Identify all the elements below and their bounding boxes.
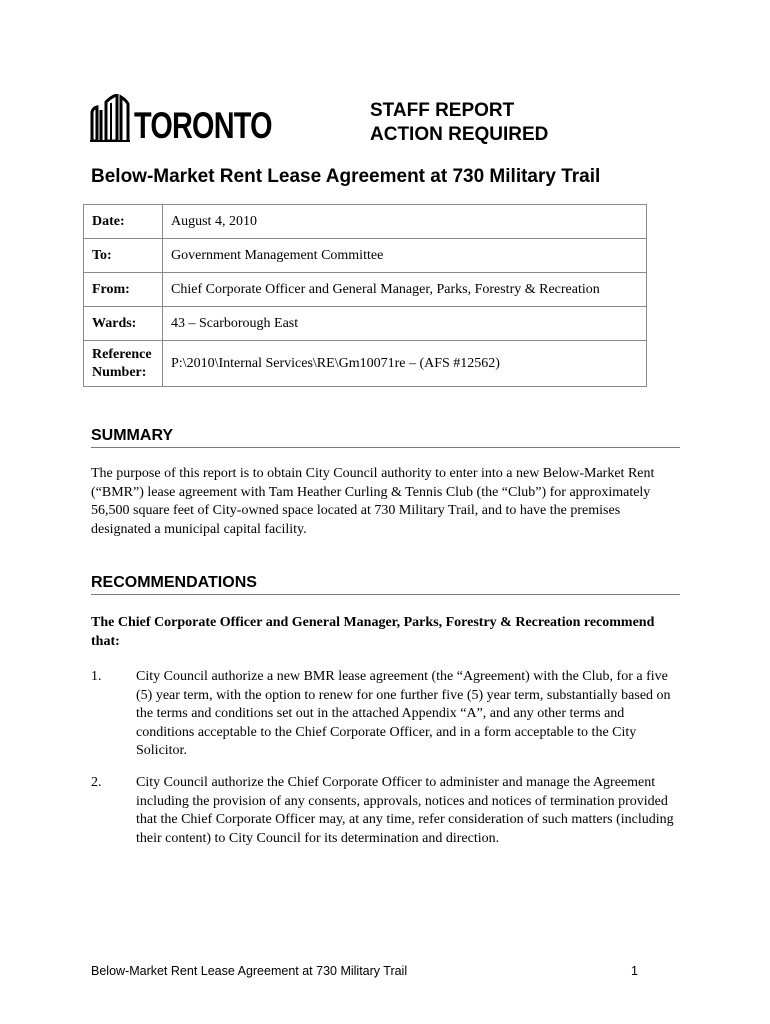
recommendation-item xyxy=(91,774,683,848)
meta-label: Wards: xyxy=(84,307,163,341)
footer-title: Below-Market Rent Lease Agreement at 730 Military Trail xyxy=(91,964,408,978)
meta-label: From: xyxy=(84,273,163,307)
document-title: Below-Market Rent Lease Agreement at 730 Military Trail xyxy=(91,166,601,187)
meta-value: Chief Corporate Officer and General Manager, Parks, Forestry & Recreation xyxy=(163,273,647,307)
recommendation-number: 1. xyxy=(91,669,102,684)
recommendation-item xyxy=(91,668,683,761)
page-footer xyxy=(91,964,638,978)
meta-row-date xyxy=(84,205,647,239)
logo-wordmark: TORONTO xyxy=(134,105,272,146)
meta-value: August 4, 2010 xyxy=(163,205,647,239)
toronto-logo xyxy=(90,94,311,146)
meta-value: 43 – Scarborough East xyxy=(163,307,647,341)
report-type-line2: ACTION REQUIRED xyxy=(370,124,549,145)
summary-heading: SUMMARY xyxy=(91,426,680,448)
meta-row-reference xyxy=(84,341,647,387)
recommendation-text: City Council authorize the Chief Corporate Officer to administer and manage the Agreement including the provision of any consents, approvals, notices and notices of termination provided that the Chief Corporate Officer may, at any time, refer consideration of such matters (including their content) to City Council for its determination and direction. xyxy=(136,775,674,846)
meta-label xyxy=(84,341,163,387)
meta-label: Date: xyxy=(84,205,163,239)
recommendations-intro: The Chief Corporate Officer and General Manager, Parks, Forestry & Recreation recommend that: xyxy=(91,615,655,649)
meta-label-line1: Reference xyxy=(92,346,152,362)
meta-value: P:\2010\Internal Services\RE\Gm10071re – (AFS #12562) xyxy=(163,341,647,387)
recommendations-heading: RECOMMENDATIONS xyxy=(91,573,680,595)
page-number: 1 xyxy=(631,964,638,978)
recommendation-number: 2. xyxy=(91,775,102,790)
summary-text: The purpose of this report is to obtain City Council authority to enter into a new Below-Market Rent (“BMR”) lease agreement with Tam Heather Curling & Tennis Club (the “Club”) for approximately 56,500 square feet of City-owned space located at 730 Military Trail, and to have the premises designated a municipal capital facility. xyxy=(91,466,655,537)
report-type xyxy=(370,99,548,147)
meta-value: Government Management Committee xyxy=(163,239,647,273)
meta-row-wards xyxy=(84,307,647,341)
meta-row-to xyxy=(84,239,647,273)
meta-label-line2: Number: xyxy=(92,364,147,380)
city-hall-icon xyxy=(90,94,130,142)
recommendation-text: City Council authorize a new BMR lease agreement (the “Agreement) with the Club, for a five (5) year term, with the option to renew for one further five (5) year term, substantially based on the terms and conditions set out in the attached Appendix “A”, and any other terms and conditions acceptable to the Chief Corporate Officer, and in a form acceptable to the City Solicitor. xyxy=(136,669,671,758)
meta-label: To: xyxy=(84,239,163,273)
meta-row-from xyxy=(84,273,647,307)
report-type-line1: STAFF REPORT xyxy=(370,100,515,121)
report-meta-table xyxy=(83,204,647,387)
